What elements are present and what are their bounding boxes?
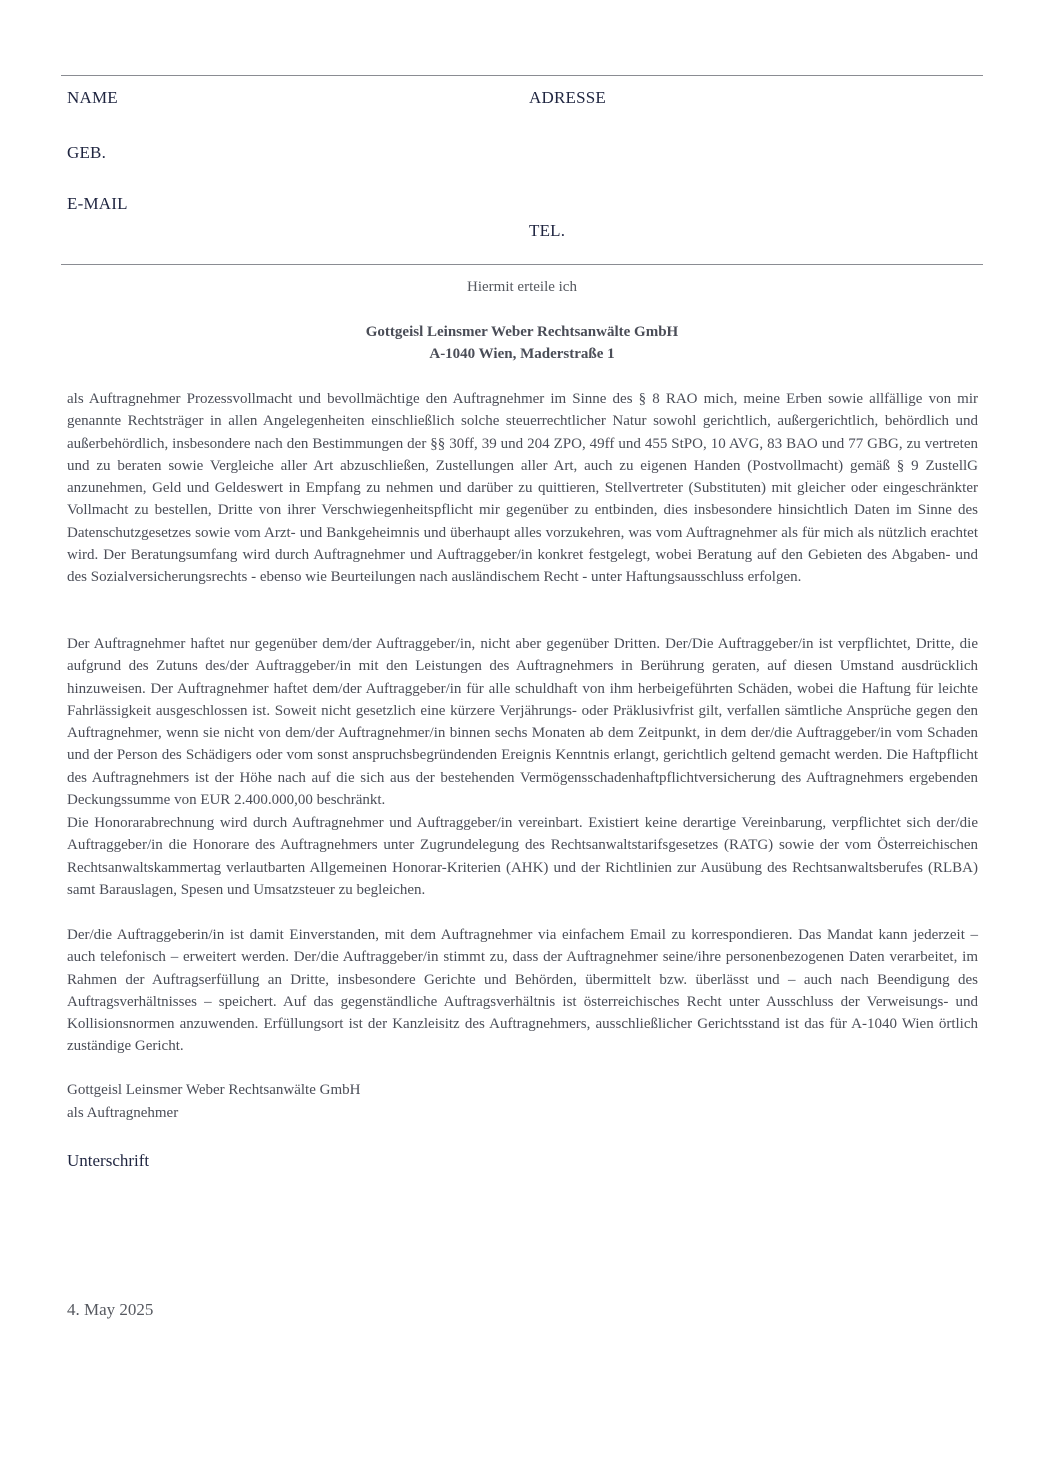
header-bottom-divider — [61, 264, 983, 265]
signature-label: Unterschrift — [67, 1151, 150, 1170]
closing-role: als Auftragnehmer — [67, 1104, 179, 1121]
closing-firm-name: Gottgeisl Leinsmer Weber Rechtsanwälte GmbH — [67, 1082, 361, 1098]
firm-name: Gottgeisl Leinsmer Weber Rechtsanwälte GmbH — [365, 324, 679, 340]
birthdate-field-label: GEB. — [67, 143, 107, 162]
firm-address: A-1040 Wien, Maderstraße 1 — [429, 346, 615, 362]
paragraph-fees: Die Honorarabrechnung wird durch Auftragnehmer und Auftraggeber/in vereinbart. Existiert keine derartige Vereinbarung, verpflichtet sich der/die Auftraggeber/in die Honorare des Auftragnehmers unter Zugrundelegung des Rechtsanwaltstarifsgesetzes (RATG) sowie der vom Österreichischen Rechtsanwaltskammertag verlautbarten Allgemeinen Honorar-Kriterien (AHK) und der Richtlinien zur Ausübung des Rechtsanwaltsberufes (RLBA) samt Barauslagen, Spesen und Umsatzsteuer zu begleichen. — [67, 815, 978, 898]
paragraph-liability: Der Auftragnehmer haftet nur gegenüber dem/der Auftraggeber/in, nicht aber gegenüber Dritten. Der/Die Auftraggeber/in ist verpflichtet, Dritte, die aufgrund des Zutuns des/der Auftraggeber/in mit den Leistungen des Auftragnehmers in Berührung geraten, auf diesen Umstand ausdrücklich hinzuweisen. Der Auftragnehmer haftet dem/der Auftraggeber/in für alle schuldhaft von ihm herbeigeführten Schäden, wobei die Haftung für leichte Fahrlässigkeit ausgeschlossen ist. Soweit nicht gesetzlich eine kürzere Verjährungs- oder Präklusivfrist gilt, verfallen sämtliche Ansprüche gegen den Auftragnehmer, wenn sie nicht von dem/der Auftragnehmer/in binnen sechs Monaten ab dem Zeitpunkt, in dem der/die Auftraggeber/in vom Schaden und der Person des Schädigers oder vom sonst anspruchsbegründenden Ereignis Kenntnis erlangt, gerichtlich geltend gemacht werden. Die Haftpflicht des Auftragnehmers ist der Höhe nach auf die sich aus der bestehenden Vermögensschadenhaftpflichtversicherung des Auftragnehmers ergebenden Deckungssumme von EUR 2.400.000,00 beschränkt. — [67, 636, 978, 809]
firm-block — [61, 321, 983, 365]
address-field-label: ADRESSE — [529, 88, 606, 107]
phone-field-label: TEL. — [529, 221, 566, 240]
paragraph-communication-law: Der/die Auftraggeberin/in ist damit Einverstanden, mit dem Auftragnehmer via einfachem Email zu korrespondieren. Das Mandat kann jederzeit – auch telefonisch – erweitert werden. Der/die Auftraggeber/in stimmt zu, dass der Auftragnehmer seine/ihre personenbezogenen Daten verarbeitet, im Rahmen der Auftragserfüllung an Dritte, insbesondere Gerichte und Behörden, übermittelt bzw. überlässt und – auch nach Beendigung des Auftragsverhältnisses – speichert. Auf das gegenständliche Auftragsverhältnis ist österreichisches Recht unter Ausschluss der Verweisungs- und Kollisionsnormen anzuwenden. Erfüllungsort ist der Kanzleisitz des Auftragnehmers, ausschließlicher Gerichtsstand ist das für A-1040 Wien örtlich zuständige Gericht. — [67, 927, 978, 1055]
header-top-divider — [61, 75, 983, 76]
name-field-label: NAME — [67, 88, 118, 107]
email-field-label: E-MAIL — [67, 194, 128, 213]
closing-block — [67, 1079, 360, 1124]
paragraph-mandate: als Auftragnehmer Prozessvollmacht und bevollmächtige den Auftragnehmer im Sinne des § 8 RAO mich, meine Erben sowie allfällige von mir genannte Rechtsträger in allen Angelegenheiten einschließlich solche steuerrechtlicher Natur sowohl gerichtlich, außergerichtlich, behördlich und außerbehördlich, insbesondere nach den Bestimmungen der §§ 30ff, 39 und 204 ZPO, 49ff und 455 StPO, 10 AVG, 83 BAO und 77 GBG, zu vertreten und zu beraten sowie Vergleiche aller Art abzuschließen, Zustellungen aller Art, auch zu eigenen Handen (Postvollmacht) gemäß § 9 ZustellG anzunehmen, Geld und Geldeswert in Empfang zu nehmen und darüber zu quittieren, Stellvertreter (Substituten) mit gleicher oder eingeschränkter Vollmacht zu bestellen, Dritte von ihrer Verschwiegenheitspflicht mir gegenüber zu entbinden, dies insbesondere hinsichtlich Daten im Sinne des Datenschutzgesetzes sowie vom Arzt- und Bankgeheimnis und überhaupt alles vorzukehren, was vom Auftragnehmer als für mich als nützlich erachtet wird. Der Beratungsumfang wird durch Auftragnehmer und Auftraggeber/in konkret festgelegt, wobei Beratung auf den Gebieten des Abgaben- und des Sozialversicherungsrechts - ebenso wie Beurteilungen nach ausländischem Recht - unter Haftungsausschluss erfolgen. — [67, 391, 978, 586]
document-date: 4. May 2025 — [67, 1300, 154, 1319]
intro-line: Hiermit erteile ich — [467, 279, 577, 295]
